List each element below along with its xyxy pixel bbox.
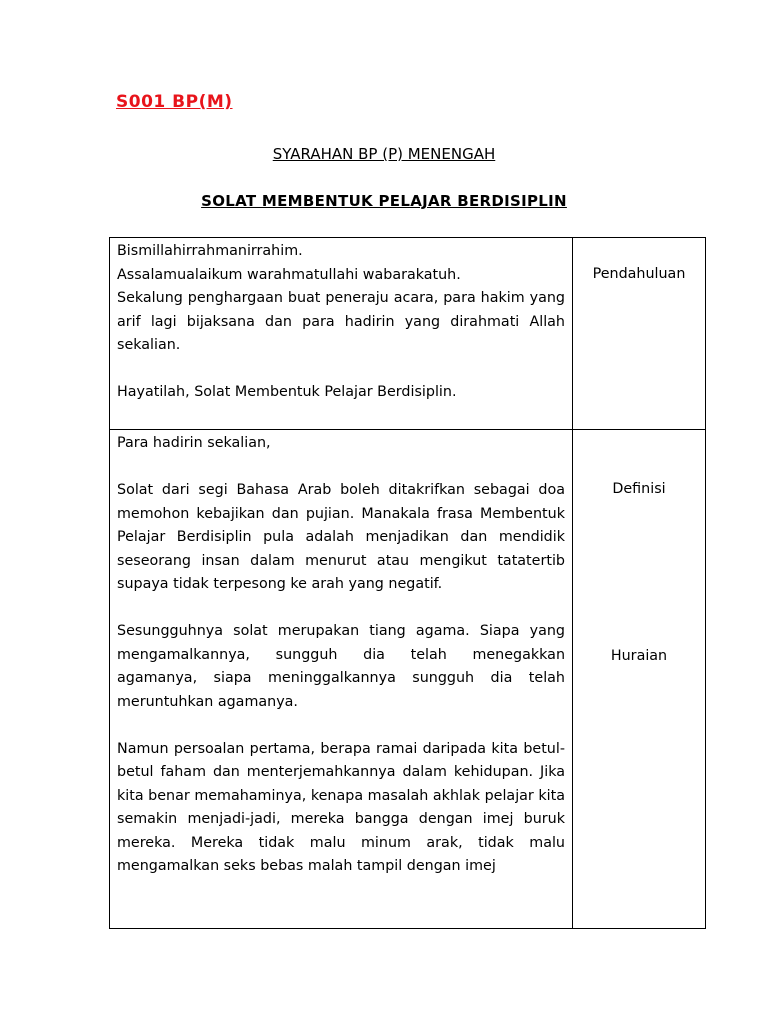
paragraph: Assalamualaikum warahmatullahi wabarakatuh. [117,266,461,283]
section-label-definisi: Definisi [612,481,666,497]
speech-table [109,237,706,929]
speech-text-cell [110,430,573,929]
paragraph: Sekalung penghargaan buat peneraju acara, para hakim yang arif lagi bijaksana dan para hadirin yang dirahmati Allah sekalian. [117,290,565,353]
paragraph: Sesungguhnya solat merupakan tiang agama. Siapa yang mengamalkannya, sungguh dia telah menegakkan agamanya, siapa meninggalkannya sungguh dia telah meruntuhkan agamanya. [117,623,565,710]
document-subtitle: SYARAHAN BP (P) MENENGAH [272,145,496,163]
paragraph: Namun persoalan pertama, berapa ramai daripada kita betul-betul faham dan menterjemahkannya dalam kehidupan. Jika kita benar memahaminya, kenapa masalah akhlak pelajar kita semakin menjadi-jadi, mereka bangga dengan imej buruk mereka. Mereka tidak malu minum arak, tidak malu mengamalkan seks bebas malah tampil dengan imej [117,740,565,874]
document-code: S001 BP(M) [116,92,233,112]
document-title: SOLAT MEMBENTUK PELAJAR BERDISIPLIN [201,192,567,210]
table-row [110,430,706,929]
table-row [110,238,706,430]
speech-text-cell [110,238,573,430]
section-label-huraian: Huraian [610,648,668,664]
paragraph: Hayatilah, Solat Membentuk Pelajar Berdisiplin. [117,384,457,400]
section-label-cell [573,238,706,430]
paragraph: Bismillahirrahmanirrahim. [117,243,303,259]
section-label-cell [573,430,706,929]
paragraph: Para hadirin sekalian, [117,435,271,451]
section-label-pendahuluan: Pendahuluan [592,266,686,282]
paragraph: Solat dari segi Bahasa Arab boleh ditakrifkan sebagai doa memohon kebajikan dan pujian. Manakala frasa Membentuk Pelajar Berdisiplin pula adalah menjadikan dan mendidik seseorang insan dalam menurut atau mengikut tatatertib supaya tidak terpesong ke arah yang negatif. [117,482,565,592]
